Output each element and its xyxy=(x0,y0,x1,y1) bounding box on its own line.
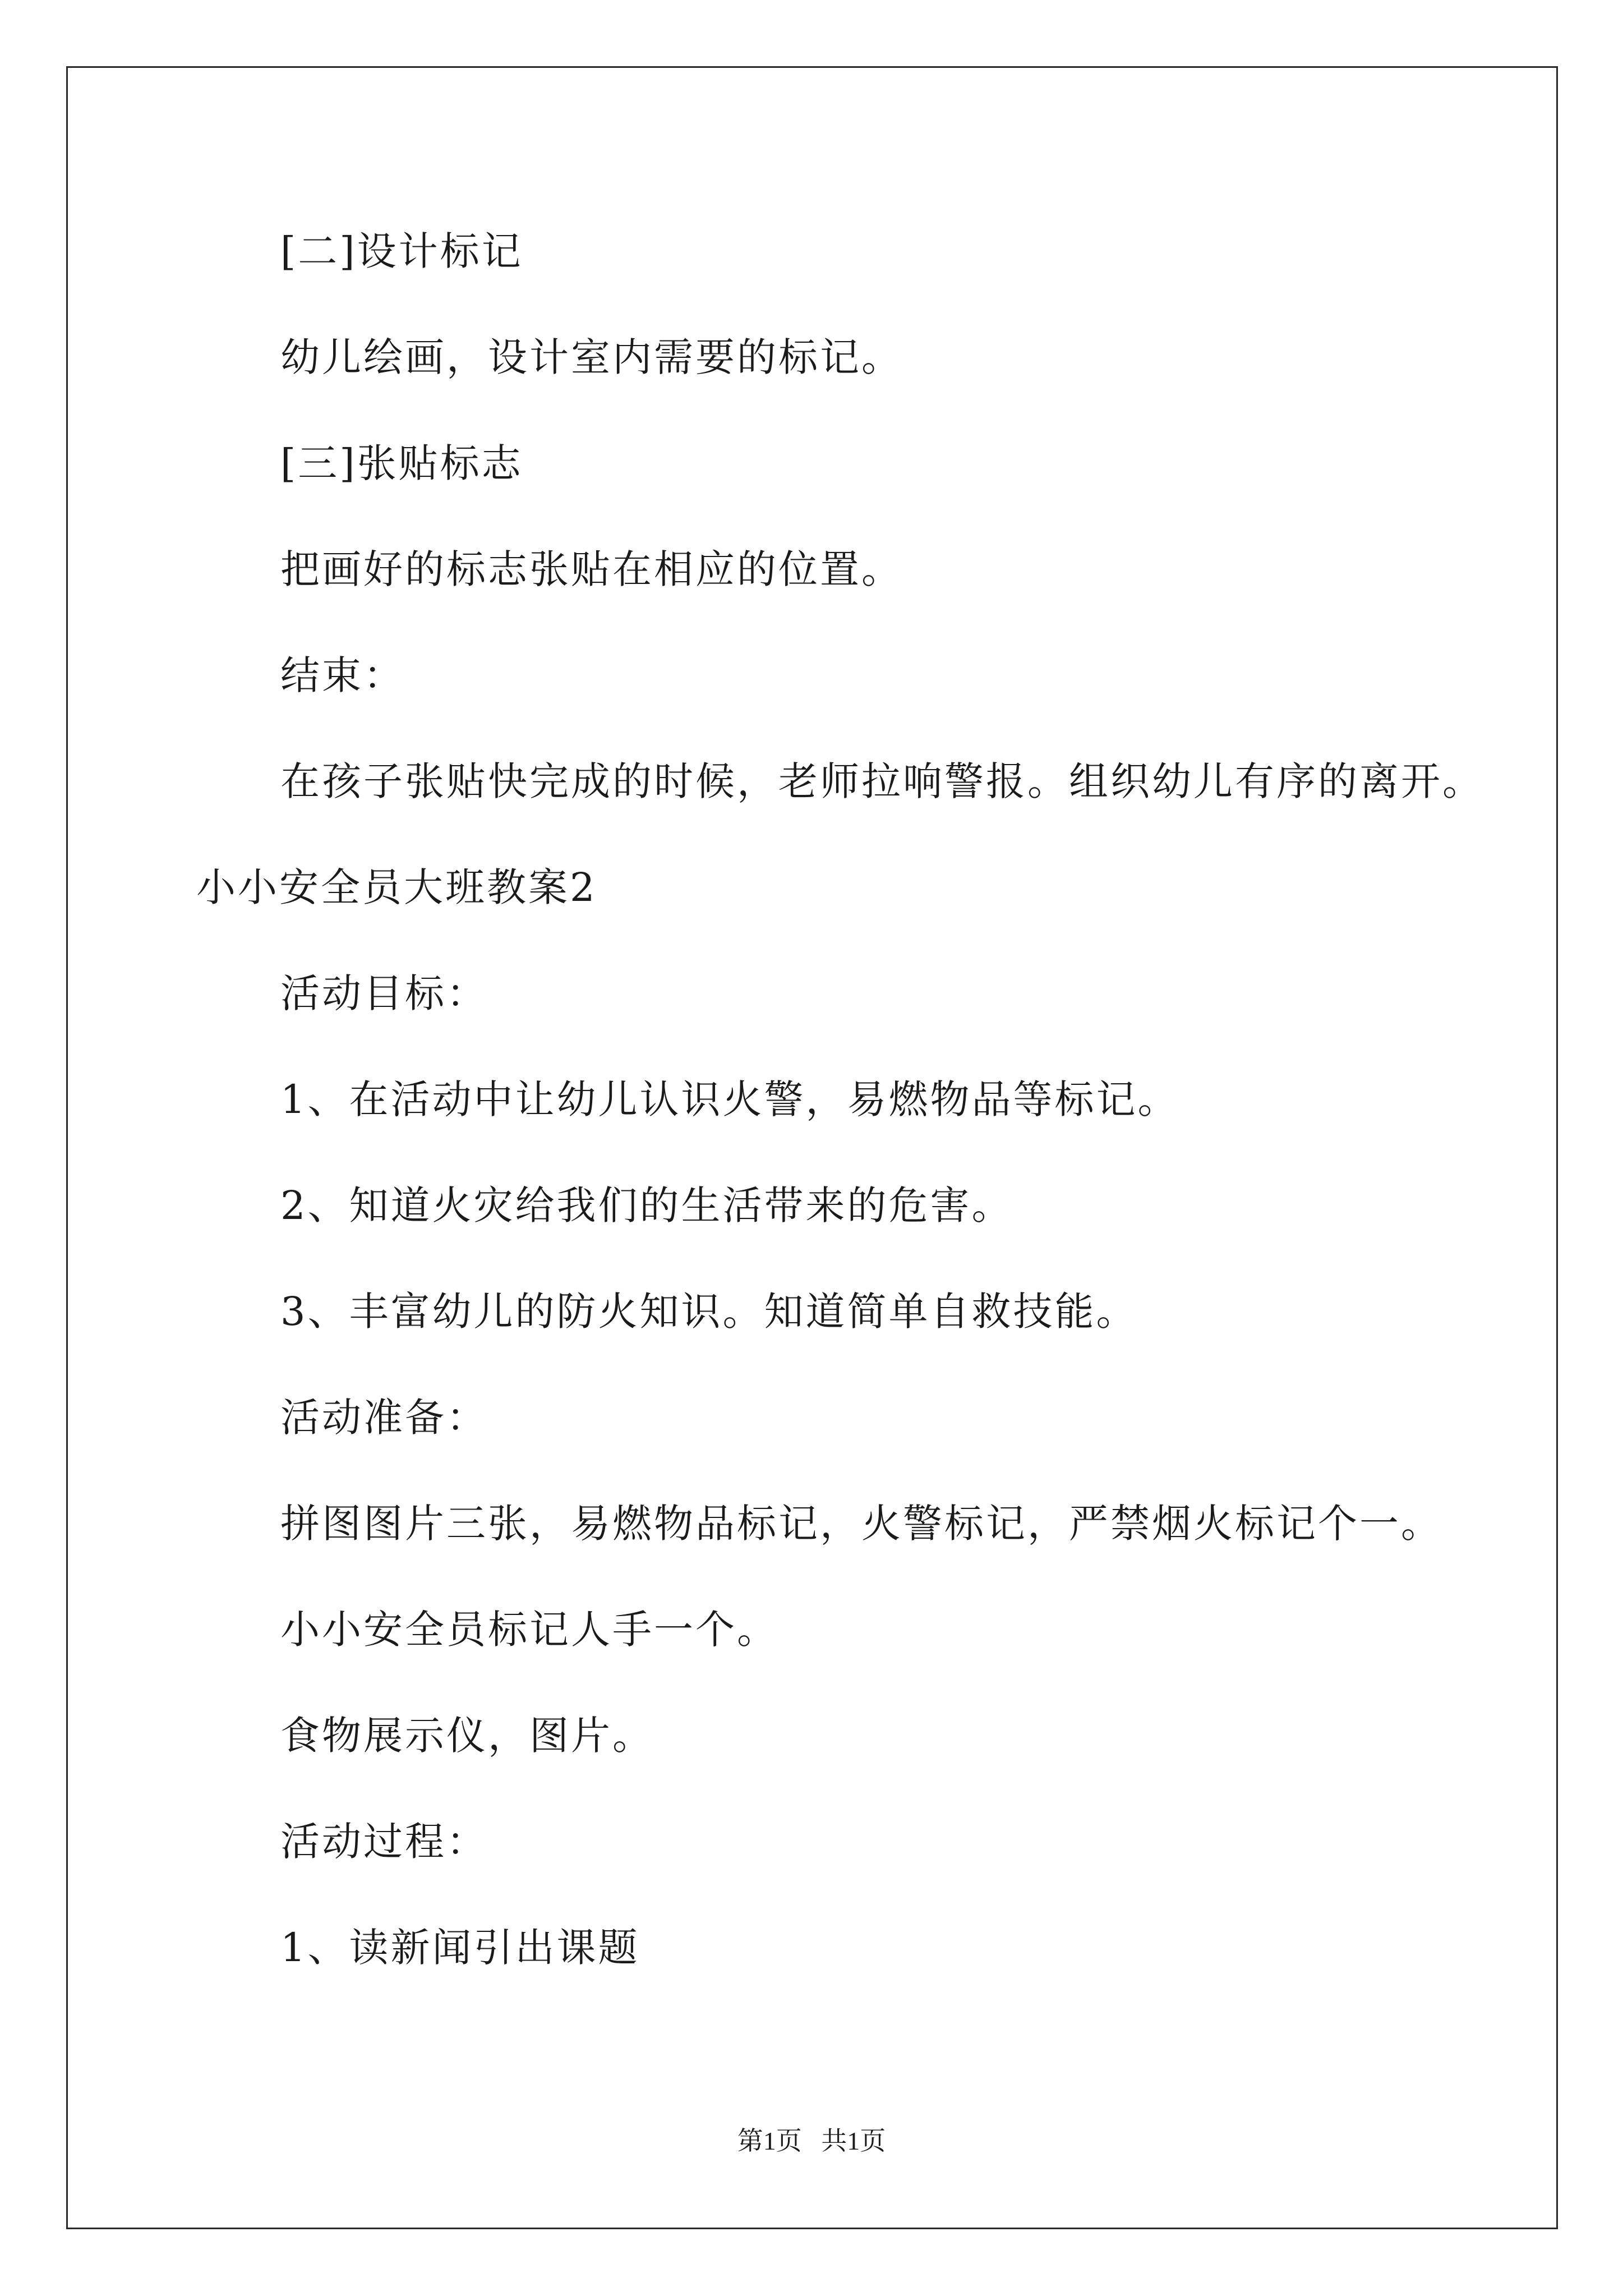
list-item: 2、知道火灾给我们的生活带来的危害。 xyxy=(280,1182,1013,1228)
list-item: 3、丰富幼儿的防火知识。知道简单自救技能。 xyxy=(280,1289,1138,1335)
paragraph: 把画好的标志张贴在相应的位置。 xyxy=(280,546,903,592)
page-number-footer: 第1页 共1页 xyxy=(737,2127,886,2155)
section-heading-ending: 结束： xyxy=(280,652,405,698)
section-heading-design-marks: [二]设计标记 xyxy=(280,228,523,274)
section-heading-goals: 活动目标： xyxy=(280,970,488,1016)
section-heading-process: 活动过程： xyxy=(280,1819,488,1865)
page-border xyxy=(66,66,1558,2229)
paragraph: 食物展示仪，图片。 xyxy=(280,1713,654,1759)
paragraph: 在孩子张贴快完成的时候，老师拉响警报。组织幼儿有序的离开。 xyxy=(280,758,1484,804)
list-item: 1、在活动中让幼儿认识火警，易燃物品等标记。 xyxy=(280,1076,1179,1122)
paragraph: 幼儿绘画，设计室内需要的标记。 xyxy=(280,334,903,380)
lesson-title: 小小安全员大班教案2 xyxy=(196,864,597,910)
paragraph: 小小安全员标记人手一个。 xyxy=(280,1607,778,1653)
paragraph: 拼图图片三张，易燃物品标记，火警标记，严禁烟火标记个一。 xyxy=(280,1501,1442,1547)
section-heading-preparation: 活动准备： xyxy=(280,1395,488,1441)
section-heading-post-signs: [三]张贴标志 xyxy=(280,440,523,486)
list-item: 1、读新闻引出课题 xyxy=(280,1925,640,1971)
